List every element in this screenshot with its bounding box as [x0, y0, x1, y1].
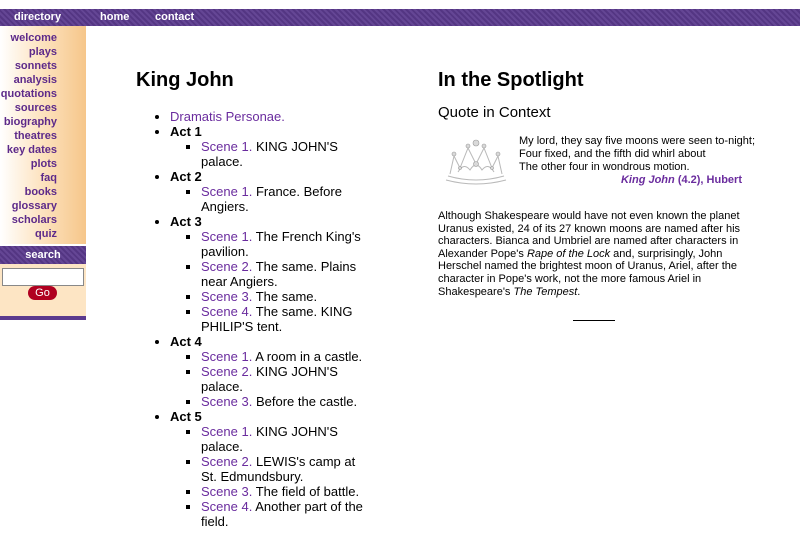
spotlight-title: In the Spotlight: [438, 69, 584, 91]
page-title: King John: [136, 69, 234, 91]
scene-link[interactable]: Scene 3.: [201, 484, 253, 499]
sidebar-item-quiz[interactable]: quiz: [35, 228, 57, 240]
act-item: [170, 214, 363, 334]
scene-item: [201, 454, 363, 484]
sidebar-item-faq[interactable]: faq: [40, 172, 57, 184]
scene-link[interactable]: Scene 2.: [201, 259, 253, 274]
search-panel: [0, 264, 86, 316]
para-text: .: [577, 285, 581, 298]
sidebar-item-quotations[interactable]: quotations: [0, 88, 57, 100]
go-button[interactable]: Go: [28, 286, 57, 300]
scene-description: Another part of the field.: [201, 499, 363, 529]
act-label: Act 4: [170, 334, 202, 349]
scene-description: The French King's pavilion.: [201, 229, 361, 259]
scene-item: [201, 349, 363, 364]
scene-description: Before the castle.: [255, 394, 358, 409]
sidebar-item-sonnets[interactable]: sonnets: [14, 60, 57, 72]
scene-item: [201, 394, 363, 409]
spotlight-subtitle: Quote in Context: [438, 104, 551, 121]
work-title: Rape of the Lock: [526, 247, 611, 260]
scene-link[interactable]: Scene 3.: [201, 394, 253, 409]
scene-description: LEWIS's camp at St. Edmundsbury.: [201, 454, 356, 484]
dramatis-personae-link[interactable]: Dramatis Personae.: [170, 109, 285, 124]
scene-item: [201, 424, 363, 454]
scene-link[interactable]: Scene 3.: [201, 289, 253, 304]
sidebar-item-glossary[interactable]: glossary: [11, 200, 57, 212]
table-of-contents: [153, 109, 363, 529]
sidebar: [0, 26, 86, 244]
scene-description: The field of battle.: [255, 484, 360, 499]
para-text: Although Shakespeare would have not even known the planet Uranus existed, 24 of its 27 known moons are named after his characters. Bianca and Umbriel are named after characters in Alexander Pope's: [438, 210, 741, 260]
quote-line: Four fixed, and the fifth did whirl about: [519, 148, 706, 160]
nav-contact-link[interactable]: contact: [155, 11, 195, 23]
act-label: Act 1: [170, 124, 202, 139]
act-label: Act 2: [170, 169, 202, 184]
scene-link[interactable]: Scene 2.: [201, 364, 253, 379]
quote-block: [519, 135, 759, 187]
sidebar-item-biography[interactable]: biography: [3, 116, 57, 128]
list-item: [170, 109, 363, 124]
scene-description: KING JOHN'S palace.: [201, 424, 338, 454]
sidebar-item-plays[interactable]: plays: [28, 46, 57, 58]
sidebar-item-sources[interactable]: sources: [14, 102, 57, 114]
scene-link[interactable]: Scene 1.: [201, 184, 253, 199]
act-label: Act 3: [170, 214, 202, 229]
scene-description: KING JOHN'S palace.: [201, 139, 338, 169]
para-text: and, surprisingly, John Herschel named the brightest moon of Uranus, Ariel, after the character in Pope's work, not the more famous Ariel in Shakespeare's: [438, 247, 737, 298]
act-item: [170, 124, 363, 169]
scene-item: [201, 259, 363, 289]
work-title: The Tempest: [513, 285, 578, 298]
quote-line: The other four in wondrous motion.: [519, 161, 690, 173]
nav-directory-link[interactable]: directory: [14, 11, 62, 23]
search-heading: search: [0, 246, 86, 264]
sidebar-item-books[interactable]: books: [24, 186, 57, 198]
sidebar-item-analysis[interactable]: analysis: [13, 74, 57, 86]
scene-item: [201, 184, 363, 214]
sidebar-item-key-dates[interactable]: key dates: [6, 144, 57, 156]
scene-item: [201, 499, 363, 529]
scene-item: [201, 139, 363, 169]
quote-citation[interactable]: [519, 174, 759, 187]
scene-description: KING JOHN'S palace.: [201, 364, 338, 394]
scene-description: France. Before Angiers.: [201, 184, 342, 214]
scene-link[interactable]: Scene 2.: [201, 454, 253, 469]
scene-item: [201, 484, 363, 499]
nav-home-link[interactable]: home: [100, 11, 130, 23]
sidebar-footer-bar: [0, 316, 86, 320]
scene-link[interactable]: Scene 1.: [201, 424, 253, 439]
scene-link[interactable]: Scene 1.: [201, 229, 253, 244]
act-label: Act 5: [170, 409, 202, 424]
scene-item: [201, 289, 363, 304]
quote-line: My lord, they say five moons were seen to-night;: [519, 135, 755, 147]
top-nav-bar: [0, 9, 800, 26]
sidebar-item-scholars[interactable]: scholars: [11, 214, 57, 226]
divider: [573, 320, 615, 321]
act-item: [170, 409, 363, 529]
scene-link[interactable]: Scene 4.: [201, 499, 253, 514]
scene-description: A room in a castle.: [255, 349, 363, 364]
act-item: [170, 169, 363, 214]
search-input[interactable]: [2, 268, 84, 286]
scene-item: [201, 364, 363, 394]
scene-description: The same. Plains near Angiers.: [201, 259, 357, 289]
tiara-image: [440, 134, 512, 194]
scene-link[interactable]: Scene 1.: [201, 349, 253, 364]
sidebar-item-theatres[interactable]: theatres: [14, 130, 57, 142]
citation-ref[interactable]: (4.2), Hubert: [677, 174, 742, 186]
scene-link[interactable]: Scene 1.: [201, 139, 253, 154]
sidebar-item-welcome[interactable]: welcome: [10, 32, 57, 44]
scene-description: The same. KING PHILIP'S tent.: [201, 304, 353, 334]
sidebar-item-plots[interactable]: plots: [30, 158, 57, 170]
spotlight-paragraph: [438, 210, 748, 298]
scene-link[interactable]: Scene 4.: [201, 304, 253, 319]
scene-item: [201, 229, 363, 259]
citation-play[interactable]: King John: [620, 174, 675, 186]
scene-item: [201, 304, 363, 334]
scene-description: The same.: [255, 289, 318, 304]
act-item: [170, 334, 363, 409]
